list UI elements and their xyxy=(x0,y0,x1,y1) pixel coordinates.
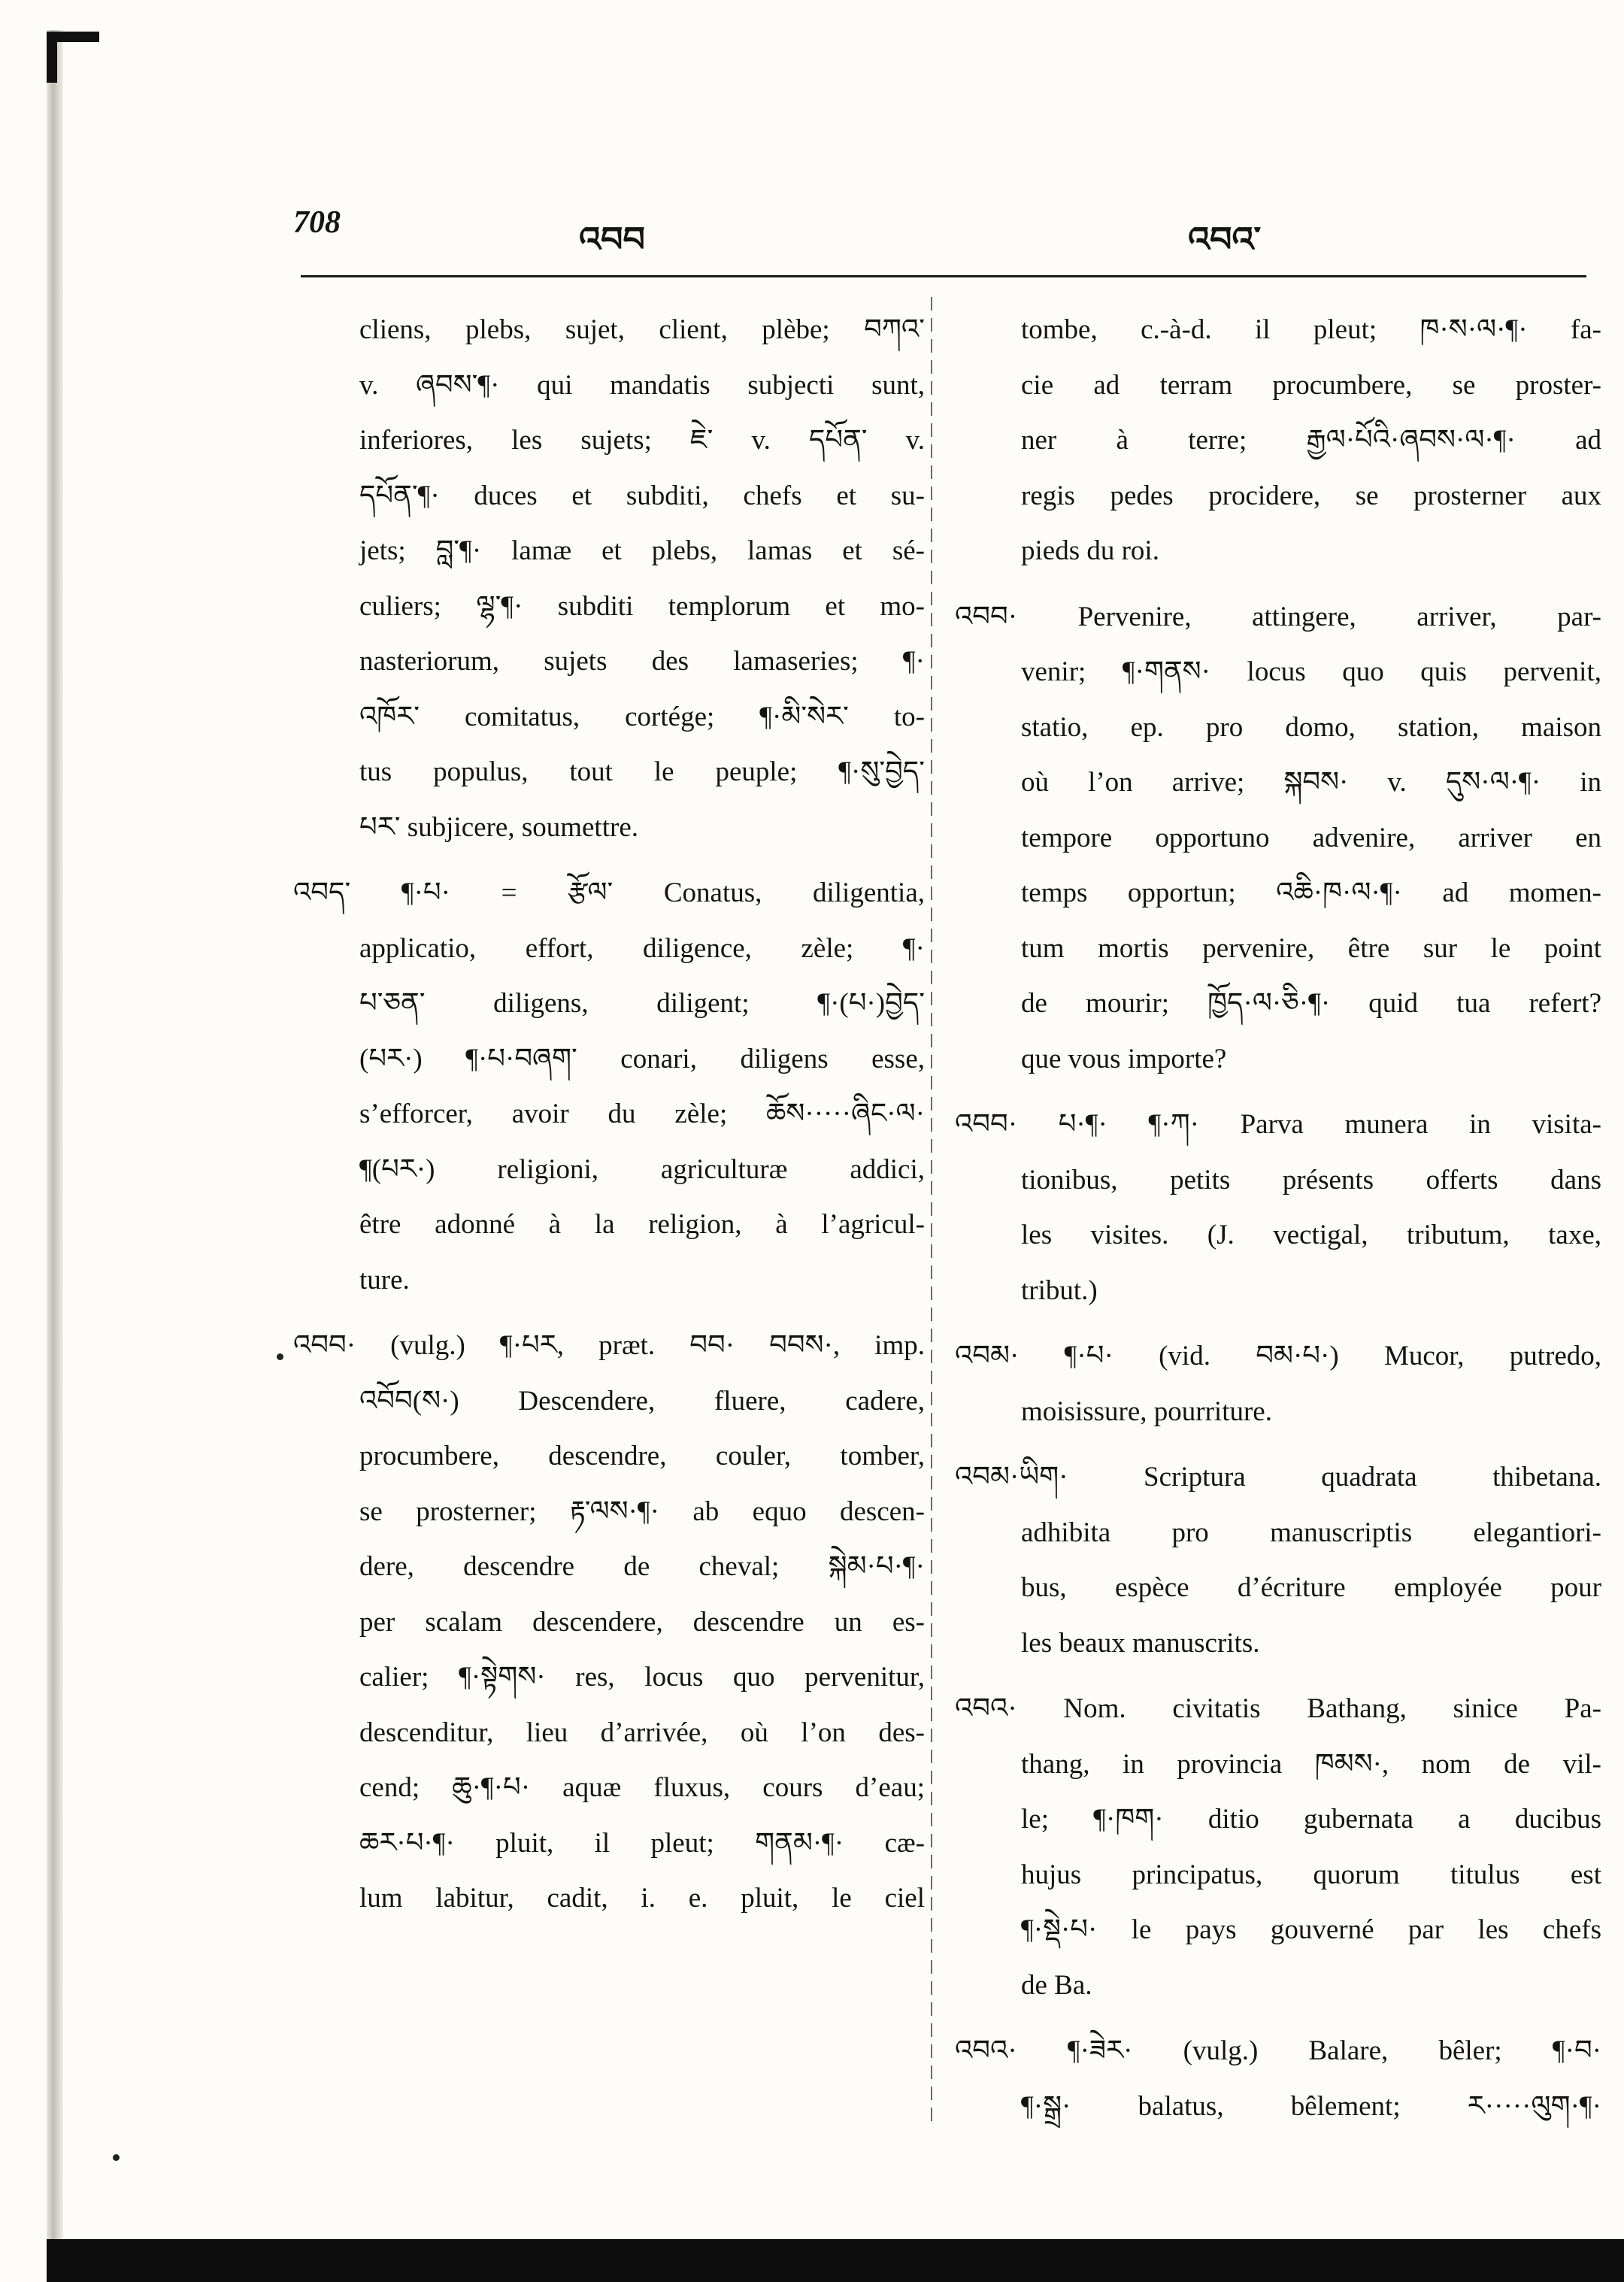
entry-text-line: les beaux manuscrits. xyxy=(1021,1627,1260,1659)
entry-text-line: procumbere, descendre, couler, tomber, xyxy=(359,1441,925,1471)
dictionary-entry xyxy=(955,2023,1601,2134)
entry-text-line: tribut.) xyxy=(1021,1274,1098,1306)
entry-text-line: statio, ep. pro domo, station, maison xyxy=(1021,711,1601,743)
entry-text-line: regis pedes procidere, se prosterner aux xyxy=(1021,480,1601,511)
entry-headword-line: འབམ·ཡིག· Scriptura quadrata thibetana. xyxy=(955,1462,1601,1493)
right-column xyxy=(955,302,1601,2144)
entry-text-line: thang, in provincia ཁམས·, nom de vil- xyxy=(1021,1748,1601,1780)
entry-text-line: lum labitur, cadit, i. e. pluit, le ciel xyxy=(359,1883,925,1914)
entry-text-line: tempore opportuno advenire, arriver en xyxy=(1021,822,1601,853)
entry-text-line: ture. xyxy=(359,1264,410,1296)
entry-text-line: ཆར·པ·¶· pluit, il pleut; གནམ·¶· cæ- xyxy=(359,1827,925,1859)
entry-text-line: ¶(པར·) religioni, agriculturæ addici, xyxy=(359,1153,925,1185)
dictionary-entry xyxy=(955,1450,1601,1671)
entry-text-line: ¶·སྒྲ· balatus, bêlement; ར·····ལུག·¶· xyxy=(1021,2090,1601,2122)
entry-text-line: inferiores, les sujets; ཇེ་ v. དཔོན་ v. xyxy=(359,425,925,456)
entry-text-line: venir; ¶·གནས· locus quo quis pervenit, xyxy=(1021,656,1601,687)
speck xyxy=(277,1353,283,1360)
entry-text-line: tombe, c.-à-d. il pleut; ཁ·ས·ལ·¶· fa- xyxy=(1021,314,1601,345)
entry-text-line: de mourir; ཁྱོད·ལ·ཅི·¶· quid tua refert? xyxy=(1021,988,1601,1019)
header-rule xyxy=(301,275,1586,277)
entry-text-line: v. ཞབས་¶· qui mandatis subjecti sunt, xyxy=(359,369,925,401)
dictionary-entry xyxy=(955,1097,1601,1318)
left-column xyxy=(293,302,925,1937)
entry-headword-line: འབབ· (vulg.) ¶·པར, præt. བབ· བབས·, imp. xyxy=(293,1330,925,1361)
entry-text-line: adhibita pro manuscriptis elegantiori- xyxy=(1021,1517,1601,1548)
entry-text-line: culiers; ལྷ་¶· subditi templorum et mo- xyxy=(359,590,925,622)
column-divider xyxy=(931,297,932,2124)
entry-text-line: cend; ཆུ·¶·པ· aquæ fluxus, cours d’eau; xyxy=(359,1772,925,1803)
entry-headword-line: འབའ· Nom. civitatis Bathang, sinice Pa- xyxy=(955,1693,1601,1724)
page-number: 708 xyxy=(293,205,341,240)
dictionary-entry xyxy=(293,1318,925,1926)
entry-text-line: cliens, plebs, sujet, client, plèbe; བཀའ་ xyxy=(359,314,925,345)
running-headword-right: འབའ་ xyxy=(1188,219,1262,259)
entry-headword-line: འབའ· ¶·ཟེར· (vulg.) Balare, bêler; ¶·བ· xyxy=(955,2035,1601,2066)
entry-text-line: pieds du roi. xyxy=(1021,535,1159,566)
dictionary-entry xyxy=(293,865,925,1308)
dictionary-entry xyxy=(955,1681,1601,2013)
speck xyxy=(113,2154,120,2161)
crop-mark xyxy=(47,32,57,83)
entry-headword-line: འབད་ ¶·པ· = རྩོལ་ Conatus, diligentia, xyxy=(293,877,925,908)
scan-bottom-edge xyxy=(47,2239,1624,2282)
entry-text-line: où l’on arrive; སྐབས· v. དུས·ལ·¶· in xyxy=(1021,767,1601,798)
entry-text-line: པ་ཅན་ diligens, diligent; ¶·(པ·)བྱེད་ xyxy=(359,988,925,1019)
dictionary-entry xyxy=(955,302,1601,579)
entry-text-line: འཁོར་ comitatus, cortége; ¶·མི་སེར་ to- xyxy=(359,701,925,732)
entry-text-line: calier; ¶·སྟེགས· res, locus quo pervenitur, xyxy=(359,1662,925,1693)
entry-text-line: le; ¶·ཁག· ditio gubernata a ducibus xyxy=(1021,1804,1601,1835)
entry-text-line: temps opportun; འཆི·ཁ·ལ·¶· ad momen- xyxy=(1021,877,1601,908)
entry-text-line: དཔོན་¶· duces et subditi, chefs et su- xyxy=(359,480,925,511)
entry-headword-line: འབམ· ¶·པ· (vid. བམ·པ·) Mucor, putredo, xyxy=(955,1341,1601,1371)
entry-text-line: de Ba. xyxy=(1021,1969,1092,2001)
entry-text-line: cie ad terram procumbere, se proster- xyxy=(1021,369,1601,401)
entry-text-line: tum mortis pervenire, être sur le point xyxy=(1021,932,1601,964)
entry-text-line: འབོབ(ས·) Descendere, fluere, cadere, xyxy=(359,1385,925,1417)
entry-text-line: descenditur, lieu d’arrivée, où l’on des- xyxy=(359,1717,925,1748)
entry-text-line: se prosterner; རྟ་ལས·¶· ab equo descen- xyxy=(359,1496,925,1527)
entry-headword-line: འབབ· པ·¶· ¶·ཀ· Parva munera in visita- xyxy=(955,1109,1601,1140)
entry-text-line: ner à terre; རྒྱལ·པོའི·ཞབས·ལ·¶· ad xyxy=(1021,425,1601,456)
page-header xyxy=(293,205,1316,265)
entry-text-line: hujus principatus, quorum titulus est xyxy=(1021,1859,1601,1890)
entry-text-line: tus populus, tout le peuple; ¶·སུ་བྱེད་ xyxy=(359,756,925,787)
entry-text-line: པར་ subjicere, soumettre. xyxy=(359,811,638,843)
dictionary-entry xyxy=(955,1329,1601,1439)
dictionary-entry xyxy=(293,302,925,855)
entry-text-line: moisissure, pourriture. xyxy=(1021,1396,1272,1427)
entry-text-line: (པར·) ¶·པ·བཞག་ conari, diligens esse, xyxy=(359,1043,925,1074)
entry-text-line: applicatio, effort, diligence, zèle; ¶· xyxy=(359,932,925,964)
entry-text-line: bus, espèce d’écriture employée pour xyxy=(1021,1572,1601,1603)
entry-text-line: dere, descendre de cheval; སྐེམ·པ·¶· xyxy=(359,1551,925,1582)
entry-text-line: s’efforcer, avoir du zèle; ཆོས·····ཞིང·ལ· xyxy=(359,1099,925,1129)
dictionary-entry xyxy=(955,589,1601,1087)
entry-text-line: être adonné à la religion, à l’agricul- xyxy=(359,1209,925,1240)
entry-text-line: que vous importe? xyxy=(1021,1043,1227,1074)
entry-text-line: ¶·སྡེ·པ· le pays gouverné par les chefs xyxy=(1021,1914,1601,1945)
entry-text-line: tionibus, petits présents offerts dans xyxy=(1021,1164,1601,1196)
running-headword-left: འབབ xyxy=(579,219,645,259)
entry-text-line: les visites. (J. vectigal, tributum, taxe, xyxy=(1021,1220,1601,1250)
entry-text-line: jets; བླ་¶· lamæ et plebs, lamas et sé- xyxy=(359,535,925,566)
book-spine-edge xyxy=(47,30,63,2241)
entry-text-line: nasteriorum, sujets des lamaseries; ¶· xyxy=(359,646,925,677)
entry-headword-line: འབབ· Pervenire, attingere, arriver, par- xyxy=(955,601,1601,632)
entry-text-line: per scalam descendere, descendre un es- xyxy=(359,1606,925,1638)
